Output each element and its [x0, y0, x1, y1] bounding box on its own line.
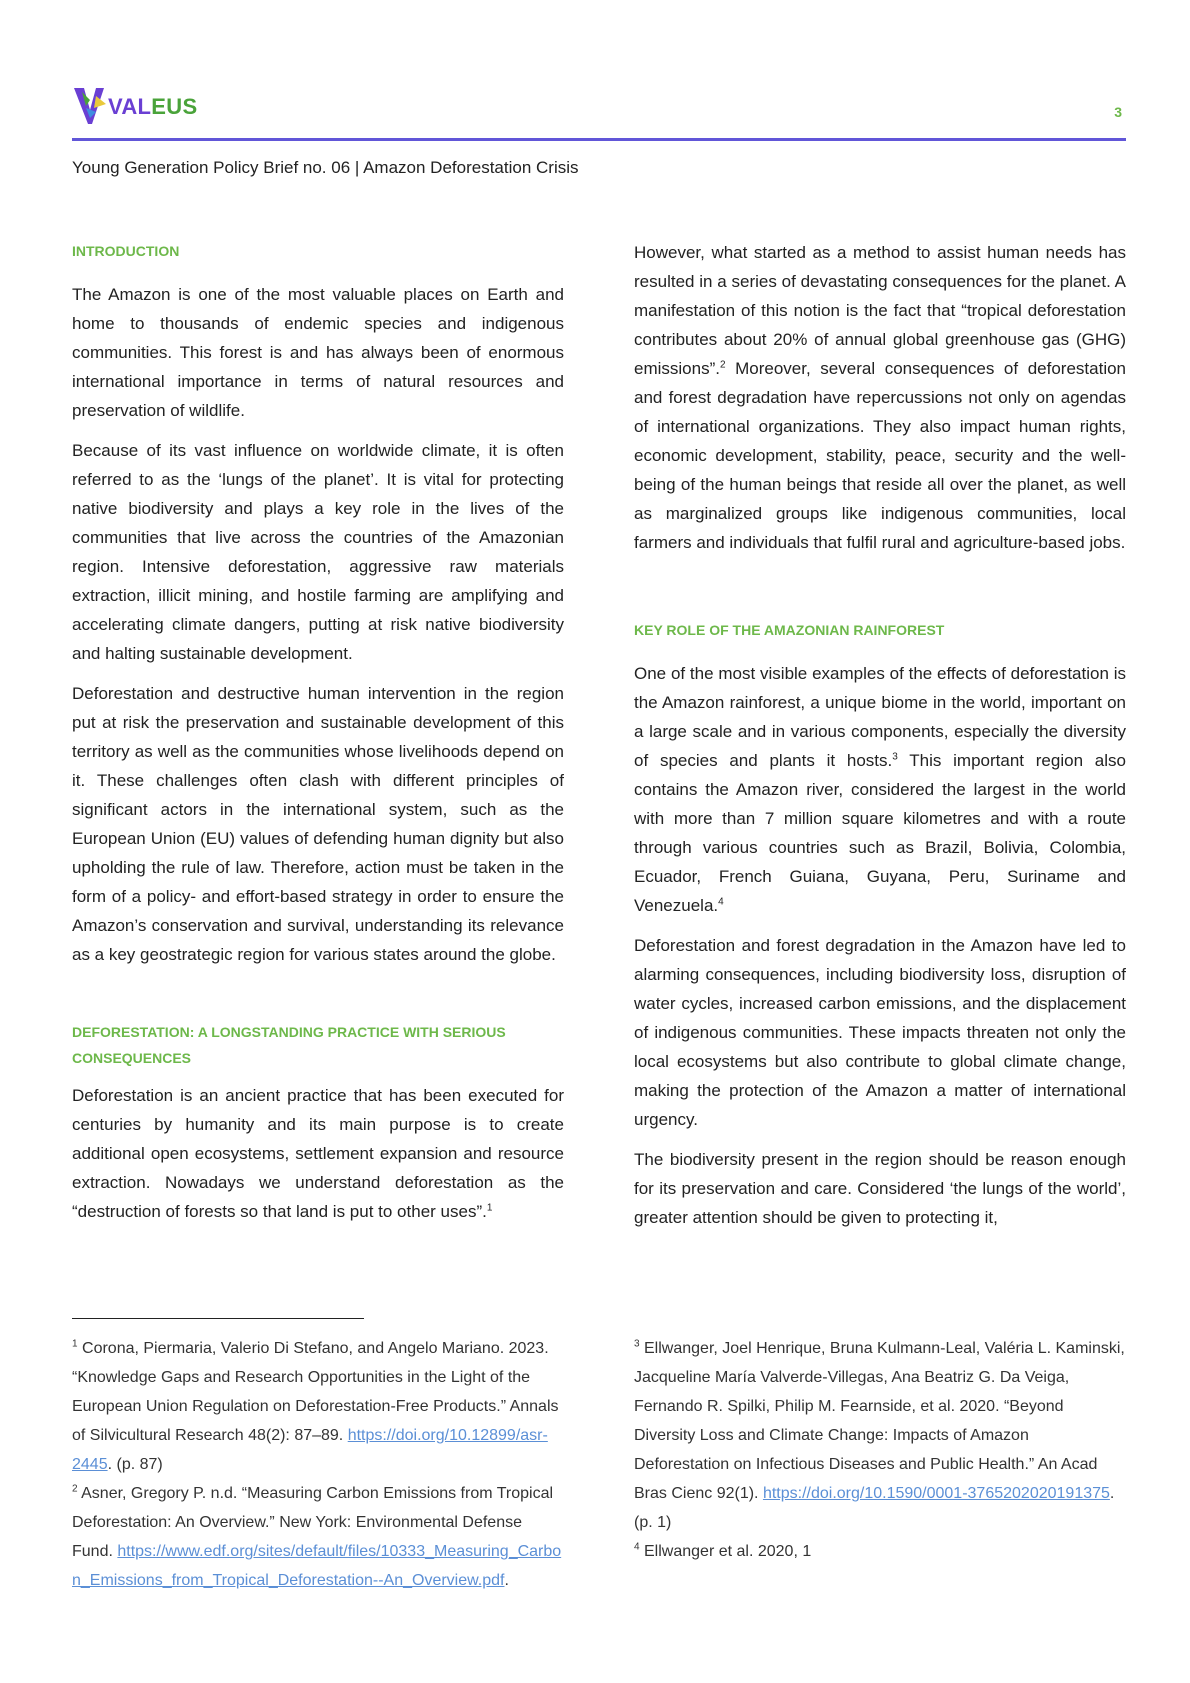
footnote-ref[interactable]: 1 — [486, 1202, 493, 1214]
paragraph — [72, 1081, 564, 1226]
footnote-3 — [634, 1334, 1126, 1537]
footnote-number: 4 — [634, 1541, 640, 1553]
footnote-ref[interactable]: 2 — [719, 359, 726, 371]
footnote-text: . (p. 1) — [634, 1485, 1115, 1531]
footnotes-right — [634, 1334, 1126, 1566]
footnote-number: 3 — [634, 1338, 640, 1350]
paragraph: Because of its vast influence on worldwide climate, it is often referred to as the ‘lungs of the planet’. It is vital for protecting native biodiversity and plays a key role in the lives of the communities that live across the countries of the Amazonian region. Intensive deforestation, aggressive raw materials extraction, illicit mining, and hostile farming are amplifying and accelerating climate dangers, putting at risk native biodiversity and halting sustainable development. — [72, 441, 564, 663]
header-divider — [72, 138, 1126, 141]
paragraph — [634, 238, 1126, 557]
footnote-text: . (p. 87) — [107, 1456, 163, 1473]
paragraph: The biodiversity present in the region should be reason enough for its preservation and care. Considered ‘the lungs of the world’, greater attention should be given to protecting it, — [634, 1150, 1126, 1227]
footnote-link[interactable]: https://doi.org/10.12899/asr-2445 — [72, 1427, 548, 1473]
right-column — [634, 238, 1126, 1243]
paragraph-text: Moreover, several consequences of deforestation and forest degradation have repercussions not only on agendas of international organizations. They also impact human rights, economic development, stability, peace, security and the well-being of the human beings that reside all over the planet, as well as marginalized groups like indigenous communities, local farmers and individuals that fulfil rural and agriculture-based jobs. — [634, 359, 1126, 552]
paragraph-text: This important region also contains the Amazon river, considered the largest in the world with more than 7 million square kilometres and with a route through various countries such as Brazil, Bolivia, Colombia, Ecuador, French Guiana, Guyana, Peru, Suriname and Venezuela. — [634, 751, 1126, 915]
section-heading-deforestation: DEFORESTATION: A LONGSTANDING PRACTICE WITH SERIOUS CONSEQUENCES — [72, 1024, 506, 1066]
brand-name-eus: EUS — [151, 94, 198, 119]
footnote-text: Ellwanger, Joel Henrique, Bruna Kulmann-Leal, Valéria L. Kaminski, Jacqueline María Valverde-Villegas, Ana Beatriz G. Da Veiga, Fernando R. Spilki, Philip M. Fearnside, et al. 2020. “Beyond Diversity Loss and Climate Change: Impacts of Amazon Deforestation on Infectious Diseases and Public Health.” An Acad Bras Cienc 92(1). — [634, 1340, 1125, 1502]
footnote-ref[interactable]: 3 — [892, 751, 898, 763]
brand-name-val: VAL — [108, 94, 152, 119]
footnote-ref[interactable]: 4 — [718, 896, 724, 908]
paragraph: The Amazon is one of the most valuable places on Earth and home to thousands of endemic species and indigenous communities. This forest is and has always been of enormous international importance in terms of natural resources and preservation of wildlife. — [72, 285, 564, 420]
document-subtitle: Young Generation Policy Brief no. 06 | Amazon Deforestation Crisis — [72, 158, 579, 177]
valeus-logo — [72, 82, 202, 128]
section-heading-introduction: INTRODUCTION — [72, 243, 180, 259]
footnote-4 — [634, 1537, 1126, 1566]
footnote-2 — [72, 1479, 564, 1595]
paragraph-text: One of the most visible examples of the effects of deforestation is the Amazon rainforest, a unique biome in the world, important on a large scale and in various components, especially the diversity of species and plants it hosts. — [634, 664, 1126, 770]
footnote-link[interactable]: https://www.edf.org/sites/default/files/10333_Measuring_Carbon_Emissions_from_Tropical_Deforestation--An_Overview.pdf — [72, 1543, 562, 1589]
footnotes-left — [72, 1334, 564, 1595]
page-number: 3 — [1114, 104, 1122, 120]
paragraph-text: Deforestation is an ancient practice that has been executed for centuries by humanity and its main purpose is to create additional open ecosystems, settlement expansion and resource extraction. Nowadays we understand deforestation as the “destruction of forests so that land is put to other uses”. — [72, 1086, 564, 1221]
footnote-1 — [72, 1334, 564, 1479]
footnote-number: 1 — [72, 1338, 78, 1350]
footnote-number: 2 — [72, 1483, 78, 1495]
paragraph — [634, 659, 1126, 920]
paragraph-text: However, what started as a method to assist human needs has resulted in a series of devastating consequences for the planet. A manifestation of this notion is the fact that “tropical deforestation contributes about 20% of annual global greenhouse gas (GHG) emissions”. — [634, 243, 1126, 378]
footnote-text: . — [504, 1572, 509, 1589]
footnote-text: Ellwanger et al. 2020, 1 — [639, 1543, 812, 1560]
paragraph: Deforestation and forest degradation in the Amazon have led to alarming consequences, including biodiversity loss, disruption of water cycles, increased carbon emissions, and the displacement of indigenous communities. These impacts threaten not only the local ecosystems but also contribute to global climate change, making the protection of the Amazon a matter of international urgency. — [634, 936, 1126, 1129]
left-column — [72, 238, 564, 1237]
page-header — [72, 82, 1124, 142]
section-heading-key-role: KEY ROLE OF THE AMAZONIAN RAINFOREST — [634, 622, 945, 638]
footnote-text: Corona, Piermaria, Valerio Di Stefano, and Angelo Mariano. 2023. “Knowledge Gaps and Research Opportunities in the Light of the European Union Regulation on Deforestation-Free Products.” Annals of Silvicultural Research 48(2): 87–89. — [72, 1340, 559, 1444]
valeus-v-icon — [72, 82, 112, 128]
footnote-link[interactable]: https://doi.org/10.1590/0001-3765202020191375 — [762, 1485, 1110, 1502]
paragraph: Deforestation and destructive human intervention in the region put at risk the preservation and sustainable development of this territory as well as the communities whose livelihoods depend on it. These challenges often clash with different principles of significant actors in the international system, such as the European Union (EU) values of defending human dignity but also upholding the rule of law. Therefore, action must be taken in the form of a policy- and effort-based strategy in order to ensure the Amazon’s conservation and survival, understanding its relevance as a key geostrategic region for various states around the globe. — [72, 684, 564, 964]
brand-name — [108, 94, 197, 120]
footnote-text: Asner, Gregory P. n.d. “Measuring Carbon Emissions from Tropical Deforestation: An Overview.” New York: Environmental Defense Fund. — [72, 1485, 554, 1560]
footnote-divider — [72, 1318, 364, 1319]
